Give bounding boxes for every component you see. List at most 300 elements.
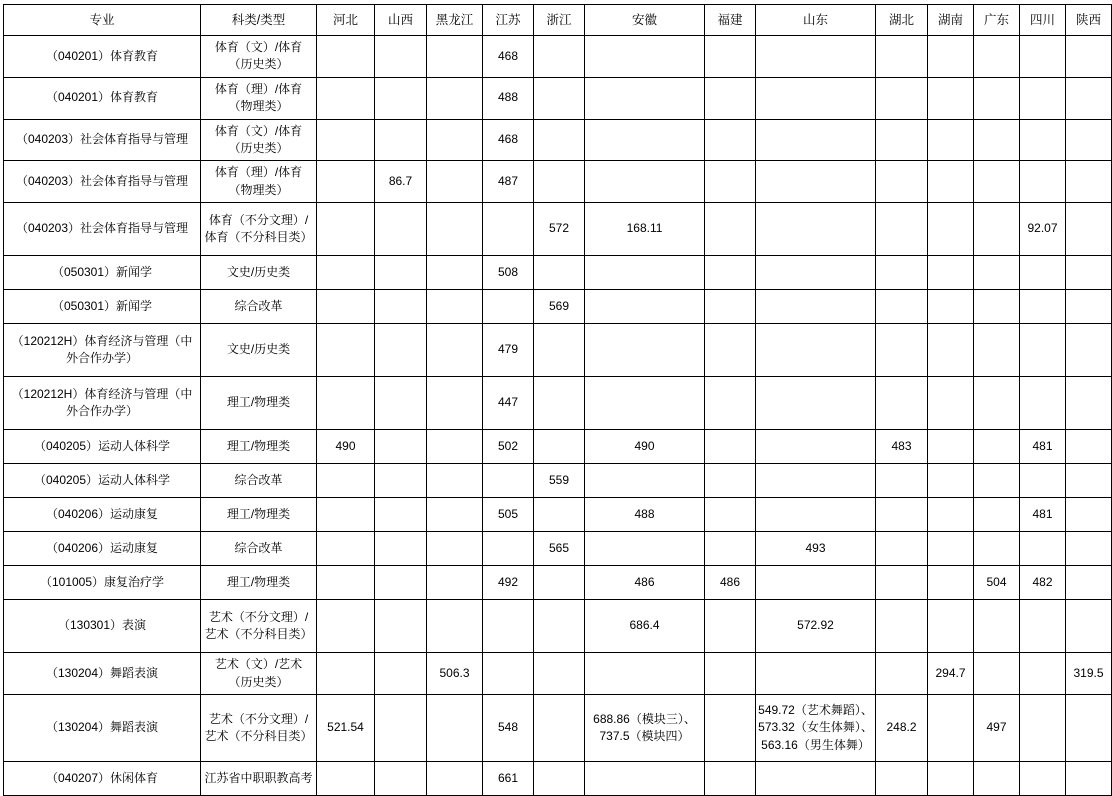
cell-score-hebei	[317, 324, 375, 377]
column-header-shaanxi: 陕西	[1066, 5, 1112, 36]
cell-score-shaanxi	[1066, 464, 1112, 498]
table-body	[4, 36, 1112, 796]
cell-type: 体育（不分文理）/体育（不分科目类）	[201, 203, 317, 256]
cell-score-hubei	[876, 161, 928, 203]
cell-score-hubei: 483	[876, 430, 928, 464]
table-row	[4, 324, 1112, 377]
cell-score-hubei	[876, 498, 928, 532]
cell-score-sichuan	[1020, 694, 1066, 761]
table-row	[4, 532, 1112, 566]
cell-score-shandong	[756, 119, 876, 161]
cell-score-anhui	[585, 324, 705, 377]
cell-score-shandong	[756, 161, 876, 203]
cell-score-jiangsu: 447	[483, 377, 534, 430]
table-row	[4, 694, 1112, 761]
admission-score-table	[3, 4, 1112, 796]
cell-score-sichuan	[1020, 36, 1066, 78]
cell-score-hebei	[317, 498, 375, 532]
table-row	[4, 256, 1112, 290]
cell-score-shaanxi	[1066, 256, 1112, 290]
cell-score-hunan	[928, 464, 974, 498]
cell-score-shaanxi	[1066, 430, 1112, 464]
cell-score-fujian	[705, 498, 756, 532]
cell-score-hunan	[928, 36, 974, 78]
cell-score-zhejiang	[534, 77, 585, 119]
cell-score-heilongjiang	[427, 161, 483, 203]
cell-score-anhui	[585, 119, 705, 161]
cell-score-shaanxi	[1066, 36, 1112, 78]
cell-score-fujian	[705, 290, 756, 324]
cell-score-hubei	[876, 36, 928, 78]
cell-major: （040206）运动康复	[4, 532, 201, 566]
column-header-sichuan: 四川	[1020, 5, 1066, 36]
cell-score-anhui	[585, 377, 705, 430]
cell-score-sichuan	[1020, 532, 1066, 566]
cell-score-guangdong	[974, 532, 1020, 566]
cell-score-zhejiang	[534, 377, 585, 430]
cell-score-zhejiang	[534, 119, 585, 161]
cell-major: （050301）新闻学	[4, 256, 201, 290]
cell-score-fujian	[705, 161, 756, 203]
column-header-zhejiang: 浙江	[534, 5, 585, 36]
cell-score-anhui	[585, 290, 705, 324]
cell-score-zhejiang	[534, 600, 585, 653]
cell-type: 体育（文）/体育（历史类）	[201, 36, 317, 78]
cell-score-shanxi	[375, 600, 427, 653]
cell-score-shanxi	[375, 498, 427, 532]
cell-score-hebei	[317, 161, 375, 203]
cell-score-hubei	[876, 532, 928, 566]
cell-score-shaanxi: 319.5	[1066, 653, 1112, 695]
cell-major: （040203）社会体育指导与管理	[4, 161, 201, 203]
cell-type: 体育（理）/体育（物理类）	[201, 77, 317, 119]
table-row	[4, 119, 1112, 161]
table-header-row	[4, 5, 1112, 36]
cell-major: （120212H）体育经济与管理（中外合作办学）	[4, 377, 201, 430]
cell-score-anhui	[585, 36, 705, 78]
cell-score-zhejiang: 565	[534, 532, 585, 566]
cell-score-jiangsu: 548	[483, 694, 534, 761]
column-header-hebei: 河北	[317, 5, 375, 36]
cell-score-jiangsu	[483, 653, 534, 695]
cell-score-hebei	[317, 464, 375, 498]
cell-score-sichuan	[1020, 256, 1066, 290]
cell-score-fujian	[705, 77, 756, 119]
cell-score-zhejiang	[534, 566, 585, 600]
cell-major: （040206）运动康复	[4, 498, 201, 532]
cell-score-heilongjiang	[427, 377, 483, 430]
cell-score-guangdong	[974, 498, 1020, 532]
cell-score-hebei	[317, 36, 375, 78]
cell-score-zhejiang	[534, 36, 585, 78]
cell-type: 理工/物理类	[201, 498, 317, 532]
table-row	[4, 377, 1112, 430]
cell-score-fujian	[705, 119, 756, 161]
cell-score-sichuan	[1020, 161, 1066, 203]
cell-major: （040201）体育教育	[4, 36, 201, 78]
cell-score-shanxi: 86.7	[375, 161, 427, 203]
table-header	[4, 5, 1112, 36]
cell-major: （050301）新闻学	[4, 290, 201, 324]
cell-score-sichuan	[1020, 761, 1066, 795]
cell-score-heilongjiang	[427, 498, 483, 532]
cell-score-guangdong: 497	[974, 694, 1020, 761]
cell-score-hebei: 490	[317, 430, 375, 464]
cell-score-sichuan: 92.07	[1020, 203, 1066, 256]
cell-type: 理工/物理类	[201, 566, 317, 600]
cell-score-heilongjiang	[427, 119, 483, 161]
cell-score-heilongjiang: 506.3	[427, 653, 483, 695]
column-header-anhui: 安徽	[585, 5, 705, 36]
table-row	[4, 430, 1112, 464]
cell-score-hebei	[317, 256, 375, 290]
cell-score-fujian	[705, 653, 756, 695]
cell-score-hunan	[928, 119, 974, 161]
cell-score-jiangsu: 508	[483, 256, 534, 290]
table-row	[4, 290, 1112, 324]
cell-score-sichuan	[1020, 77, 1066, 119]
column-header-major: 专业	[4, 5, 201, 36]
cell-score-hubei	[876, 653, 928, 695]
cell-score-heilongjiang	[427, 694, 483, 761]
cell-major: （130301）表演	[4, 600, 201, 653]
cell-score-anhui: 688.86（模块三）、737.5（模块四）	[585, 694, 705, 761]
cell-score-sichuan	[1020, 653, 1066, 695]
cell-score-fujian	[705, 203, 756, 256]
cell-score-anhui	[585, 77, 705, 119]
cell-score-fujian	[705, 377, 756, 430]
cell-score-heilongjiang	[427, 203, 483, 256]
cell-type: 艺术（文）/艺术（历史类）	[201, 653, 317, 695]
cell-score-fujian	[705, 324, 756, 377]
cell-score-hubei	[876, 256, 928, 290]
cell-score-sichuan	[1020, 119, 1066, 161]
cell-score-hunan	[928, 324, 974, 377]
cell-major: （040205）运动人体科学	[4, 430, 201, 464]
cell-score-shandong	[756, 566, 876, 600]
cell-type: 体育（理）/体育（物理类）	[201, 161, 317, 203]
column-header-type: 科类/类型	[201, 5, 317, 36]
cell-score-shandong	[756, 430, 876, 464]
cell-score-hunan	[928, 256, 974, 290]
cell-score-hebei	[317, 377, 375, 430]
table-row	[4, 761, 1112, 795]
cell-score-anhui	[585, 256, 705, 290]
cell-type: 理工/物理类	[201, 377, 317, 430]
cell-score-hubei	[876, 119, 928, 161]
document-page	[0, 4, 1104, 785]
cell-score-shaanxi	[1066, 161, 1112, 203]
cell-score-hebei	[317, 653, 375, 695]
cell-score-hunan	[928, 600, 974, 653]
cell-score-heilongjiang	[427, 77, 483, 119]
cell-score-sichuan	[1020, 324, 1066, 377]
cell-score-shaanxi	[1066, 498, 1112, 532]
column-header-fujian: 福建	[705, 5, 756, 36]
cell-major: （120212H）体育经济与管理（中外合作办学）	[4, 324, 201, 377]
cell-score-zhejiang	[534, 324, 585, 377]
cell-score-heilongjiang	[427, 566, 483, 600]
cell-score-shandong	[756, 290, 876, 324]
cell-score-hubei	[876, 761, 928, 795]
cell-score-guangdong	[974, 600, 1020, 653]
cell-score-hubei: 248.2	[876, 694, 928, 761]
cell-major: （130204）舞蹈表演	[4, 694, 201, 761]
cell-score-heilongjiang	[427, 256, 483, 290]
cell-score-jiangsu: 661	[483, 761, 534, 795]
cell-score-fujian: 486	[705, 566, 756, 600]
cell-score-shanxi	[375, 203, 427, 256]
cell-score-shaanxi	[1066, 290, 1112, 324]
cell-type: 综合改革	[201, 464, 317, 498]
cell-score-zhejiang	[534, 161, 585, 203]
cell-score-jiangsu: 488	[483, 77, 534, 119]
cell-score-zhejiang: 569	[534, 290, 585, 324]
column-header-heilongjiang: 黑龙江	[427, 5, 483, 36]
cell-score-guangdong	[974, 464, 1020, 498]
cell-score-shandong: 572.92	[756, 600, 876, 653]
cell-score-fujian	[705, 532, 756, 566]
cell-score-sichuan	[1020, 290, 1066, 324]
table-row	[4, 464, 1112, 498]
cell-score-shandong	[756, 36, 876, 78]
cell-score-sichuan: 481	[1020, 430, 1066, 464]
cell-score-fujian	[705, 430, 756, 464]
cell-score-jiangsu	[483, 600, 534, 653]
cell-score-jiangsu	[483, 203, 534, 256]
cell-score-anhui	[585, 161, 705, 203]
cell-score-anhui: 488	[585, 498, 705, 532]
cell-score-heilongjiang	[427, 36, 483, 78]
cell-score-shandong	[756, 653, 876, 695]
cell-score-sichuan	[1020, 377, 1066, 430]
cell-score-jiangsu: 479	[483, 324, 534, 377]
cell-score-zhejiang	[534, 256, 585, 290]
column-header-shanxi: 山西	[375, 5, 427, 36]
cell-score-shandong	[756, 464, 876, 498]
cell-score-hunan	[928, 77, 974, 119]
cell-score-shandong: 549.72（艺术舞蹈）、573.32（女生体舞）、563.16（男生体舞）	[756, 694, 876, 761]
cell-score-shanxi	[375, 566, 427, 600]
cell-score-hunan	[928, 377, 974, 430]
cell-score-guangdong	[974, 256, 1020, 290]
cell-score-shandong	[756, 761, 876, 795]
cell-score-hebei	[317, 77, 375, 119]
cell-major: （130204）舞蹈表演	[4, 653, 201, 695]
cell-score-shanxi	[375, 256, 427, 290]
cell-score-jiangsu	[483, 532, 534, 566]
column-header-jiangsu: 江苏	[483, 5, 534, 36]
cell-score-shandong: 493	[756, 532, 876, 566]
cell-score-shaanxi	[1066, 119, 1112, 161]
cell-score-guangdong	[974, 653, 1020, 695]
cell-score-hunan	[928, 498, 974, 532]
cell-score-hunan	[928, 532, 974, 566]
cell-score-hunan	[928, 290, 974, 324]
cell-score-zhejiang	[534, 761, 585, 795]
cell-major: （040201）体育教育	[4, 77, 201, 119]
cell-type: 江苏省中职职教高考	[201, 761, 317, 795]
cell-score-guangdong	[974, 430, 1020, 464]
cell-score-hebei	[317, 203, 375, 256]
column-header-hunan: 湖南	[928, 5, 974, 36]
cell-type: 综合改革	[201, 532, 317, 566]
cell-score-guangdong	[974, 290, 1020, 324]
cell-score-hunan: 294.7	[928, 653, 974, 695]
cell-score-hebei	[317, 761, 375, 795]
cell-score-shaanxi	[1066, 761, 1112, 795]
column-header-guangdong: 广东	[974, 5, 1020, 36]
cell-score-anhui: 486	[585, 566, 705, 600]
cell-score-shanxi	[375, 430, 427, 464]
cell-score-heilongjiang	[427, 430, 483, 464]
cell-score-hunan	[928, 161, 974, 203]
cell-score-shanxi	[375, 36, 427, 78]
cell-score-zhejiang	[534, 694, 585, 761]
cell-score-sichuan	[1020, 464, 1066, 498]
table-row	[4, 600, 1112, 653]
cell-type: 艺术（不分文理）/艺术（不分科目类）	[201, 600, 317, 653]
cell-score-hubei	[876, 203, 928, 256]
cell-score-guangdong	[974, 36, 1020, 78]
cell-score-shaanxi	[1066, 532, 1112, 566]
cell-score-fujian	[705, 600, 756, 653]
cell-score-hubei	[876, 600, 928, 653]
cell-score-hunan	[928, 203, 974, 256]
cell-type: 综合改革	[201, 290, 317, 324]
cell-score-guangdong	[974, 377, 1020, 430]
cell-score-hubei	[876, 566, 928, 600]
cell-type: 体育（文）/体育（历史类）	[201, 119, 317, 161]
table-row	[4, 161, 1112, 203]
column-header-shandong: 山东	[756, 5, 876, 36]
cell-score-shanxi	[375, 324, 427, 377]
cell-score-shandong	[756, 498, 876, 532]
cell-score-shaanxi	[1066, 77, 1112, 119]
cell-score-sichuan	[1020, 600, 1066, 653]
cell-score-shandong	[756, 256, 876, 290]
cell-score-shaanxi	[1066, 203, 1112, 256]
cell-score-fujian	[705, 36, 756, 78]
cell-score-guangdong	[974, 324, 1020, 377]
cell-score-shanxi	[375, 694, 427, 761]
cell-score-fujian	[705, 694, 756, 761]
cell-score-jiangsu: 505	[483, 498, 534, 532]
cell-score-hubei	[876, 77, 928, 119]
cell-score-hebei	[317, 290, 375, 324]
cell-score-guangdong	[974, 77, 1020, 119]
cell-score-fujian	[705, 761, 756, 795]
table-row	[4, 77, 1112, 119]
cell-score-hunan	[928, 566, 974, 600]
cell-major: （040207）休闲体育	[4, 761, 201, 795]
cell-score-jiangsu	[483, 290, 534, 324]
column-header-hubei: 湖北	[876, 5, 928, 36]
cell-score-jiangsu: 468	[483, 36, 534, 78]
cell-score-anhui: 490	[585, 430, 705, 464]
cell-type: 文史/历史类	[201, 256, 317, 290]
cell-score-fujian	[705, 256, 756, 290]
cell-score-heilongjiang	[427, 600, 483, 653]
cell-score-shanxi	[375, 77, 427, 119]
cell-score-jiangsu: 502	[483, 430, 534, 464]
cell-major: （040205）运动人体科学	[4, 464, 201, 498]
table-row	[4, 203, 1112, 256]
table-row	[4, 653, 1112, 695]
cell-score-hebei	[317, 119, 375, 161]
cell-score-hebei: 521.54	[317, 694, 375, 761]
cell-type: 理工/物理类	[201, 430, 317, 464]
cell-score-hunan	[928, 761, 974, 795]
cell-score-shaanxi	[1066, 600, 1112, 653]
cell-score-hebei	[317, 600, 375, 653]
cell-major: （040203）社会体育指导与管理	[4, 203, 201, 256]
cell-score-zhejiang	[534, 653, 585, 695]
cell-score-zhejiang: 572	[534, 203, 585, 256]
cell-score-shandong	[756, 203, 876, 256]
cell-score-fujian	[705, 464, 756, 498]
cell-score-shanxi	[375, 290, 427, 324]
cell-score-guangdong	[974, 119, 1020, 161]
cell-score-shanxi	[375, 532, 427, 566]
cell-score-guangdong	[974, 161, 1020, 203]
cell-score-zhejiang	[534, 430, 585, 464]
cell-score-shanxi	[375, 377, 427, 430]
cell-score-hebei	[317, 532, 375, 566]
table-row	[4, 566, 1112, 600]
cell-score-shandong	[756, 324, 876, 377]
cell-type: 艺术（不分文理）/艺术（不分科目类）	[201, 694, 317, 761]
cell-score-shaanxi	[1066, 377, 1112, 430]
cell-score-hubei	[876, 324, 928, 377]
cell-score-hubei	[876, 290, 928, 324]
cell-score-jiangsu: 468	[483, 119, 534, 161]
cell-score-sichuan: 481	[1020, 498, 1066, 532]
cell-score-anhui	[585, 653, 705, 695]
cell-score-anhui	[585, 532, 705, 566]
cell-score-shandong	[756, 77, 876, 119]
cell-score-anhui	[585, 464, 705, 498]
cell-score-shanxi	[375, 119, 427, 161]
cell-score-jiangsu	[483, 464, 534, 498]
cell-major: （101005）康复治疗学	[4, 566, 201, 600]
cell-score-heilongjiang	[427, 324, 483, 377]
cell-score-heilongjiang	[427, 290, 483, 324]
table-row	[4, 498, 1112, 532]
cell-score-jiangsu: 487	[483, 161, 534, 203]
table-row	[4, 36, 1112, 78]
cell-type: 文史/历史类	[201, 324, 317, 377]
cell-score-shaanxi	[1066, 566, 1112, 600]
cell-score-anhui	[585, 761, 705, 795]
cell-score-hebei	[317, 566, 375, 600]
cell-score-shandong	[756, 377, 876, 430]
cell-score-sichuan: 482	[1020, 566, 1066, 600]
cell-score-jiangsu: 492	[483, 566, 534, 600]
cell-score-hunan	[928, 430, 974, 464]
cell-score-shaanxi	[1066, 694, 1112, 761]
cell-score-guangdong	[974, 203, 1020, 256]
cell-score-shanxi	[375, 653, 427, 695]
cell-score-zhejiang: 559	[534, 464, 585, 498]
cell-score-shaanxi	[1066, 324, 1112, 377]
cell-score-hunan	[928, 694, 974, 761]
cell-score-anhui: 168.11	[585, 203, 705, 256]
cell-score-hubei	[876, 464, 928, 498]
cell-score-shanxi	[375, 761, 427, 795]
cell-score-shanxi	[375, 464, 427, 498]
cell-major: （040203）社会体育指导与管理	[4, 119, 201, 161]
